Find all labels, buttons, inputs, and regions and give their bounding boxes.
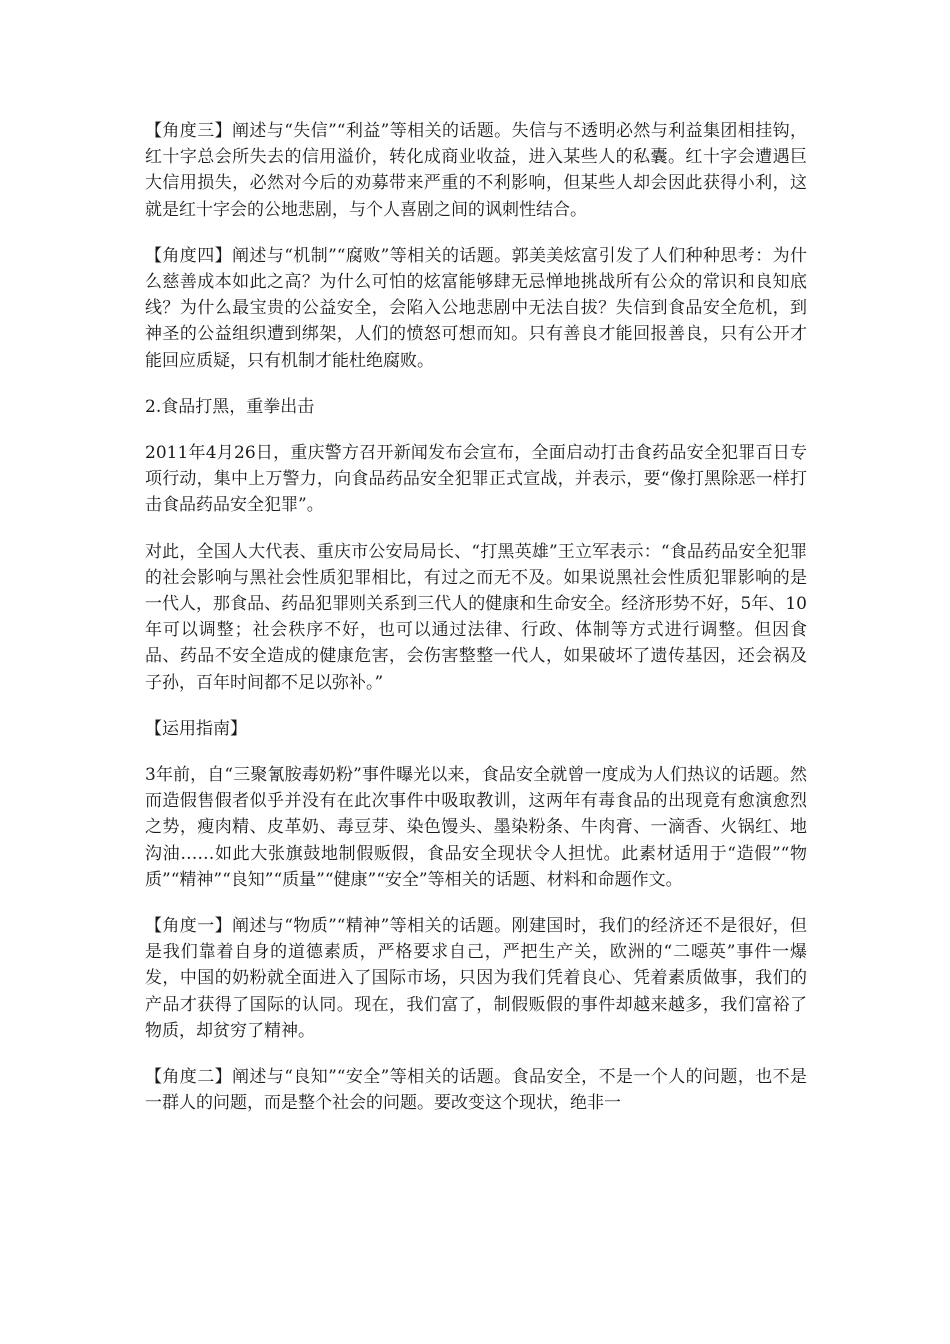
document-page [145, 118, 807, 1137]
paragraph-angle-one: 【角度一】阐述与“物质”“精神”等相关的话题。刚建国时，我们的经济还不是很好，但是我们靠着自身的道德素质，严格要求自己，严把生产关，欧洲的“二噁英”事件一爆发，中国的奶粉就全面进入了国际市场，只因为我们凭着良心、凭着素质做事，我们的产品才获得了国际的认同。现在，我们富了，制假贩假的事件却越来越多，我们富裕了物质，却贫穷了精神。 [145, 916, 807, 1041]
paragraph-wang-lijun-quote: 对此，全国人大代表、重庆市公安局局长、“打黑英雄”王立军表示：“食品药品安全犯罪的社会影响与黑社会性质犯罪相比，有过之而无不及。如果说黑社会性质犯罪影响的是一代人，那食品、药品犯罪则关系到三代人的健康和生命安全。经济形势不好，5年、10年可以调整；社会秩序不好，也可以通过法律、行政、体制等方式进行调整。但因食品、药品不安全造成的健康危害，会伤害整整一代人，如果破坏了遗传基因，还会祸及子孙，百年时间都不足以弥补。” [145, 541, 807, 693]
section-heading-food-crackdown: 2.食品打黑，重拳出击 [145, 396, 315, 417]
paragraph-usage-guide: 3年前，自“三聚氰胺毒奶粉”事件曝光以来，食品安全就曾一度成为人们热议的话题。然而造假售假者似乎并没有在此次事件中吸取教训，这两年有毒食品的出现竟有愈演愈烈之势，瘦肉精、皮革奶、毒豆芽、染色馒头、墨染粉条、牛肉膏、一滴香、火锅红、地沟油……如此大张旗鼓地制假贩假，食品安全现状令人担忧。此素材适用于“造假”“物质”“精神”“良知”“质量”“健康”“安全”等相关的话题、材料和命题作文。 [145, 765, 807, 890]
paragraph-angle-three: 【角度三】阐述与“失信”“利益”等相关的话题。失信与不透明必然与利益集团相挂钩，红十字总会所失去的信用溢价，转化成商业收益，进入某些人的私囊。红十字会遭遇巨大信用损失，必然对今后的劝募带来严重的不利影响，但某些人却会因此获得小利，这就是红十字会的公地悲剧，与个人喜剧之间的讽刺性结合。 [145, 121, 807, 220]
paragraph-chongqing-announcement: 2011年4月26日，重庆警方召开新闻发布会宣布，全面启动打击食药品安全犯罪百日专项行动，集中上万警力，向食品药品安全犯罪正式宣战，并表示，要“像打黑除恶一样打击食品药品安全犯罪”。 [145, 443, 807, 516]
paragraph-angle-four: 【角度四】阐述与“机制”“腐败”等相关的话题。郭美美炫富引发了人们种种思考：为什么慈善成本如此之高？为什么可怕的炫富能够肆无忌惮地挑战所有公众的常识和良知底线？为什么最宝贵的公益安全，会陷入公地悲剧中无法自拔？失信到食品安全危机，到神圣的公益组织遭到绑架，人们的愤怒可想而知。只有善良才能回报善良，只有公开才能回应质疑，只有机制才能杜绝腐败。 [145, 245, 807, 371]
paragraph-angle-two: 【角度二】阐述与“良知”“安全”等相关的话题。食品安全，不是一个人的问题，也不是一群人的问题，而是整个社会的问题。要改变这个现状，绝非一 [145, 1067, 807, 1114]
heading-usage-guide: 【运用指南】 [145, 718, 247, 739]
